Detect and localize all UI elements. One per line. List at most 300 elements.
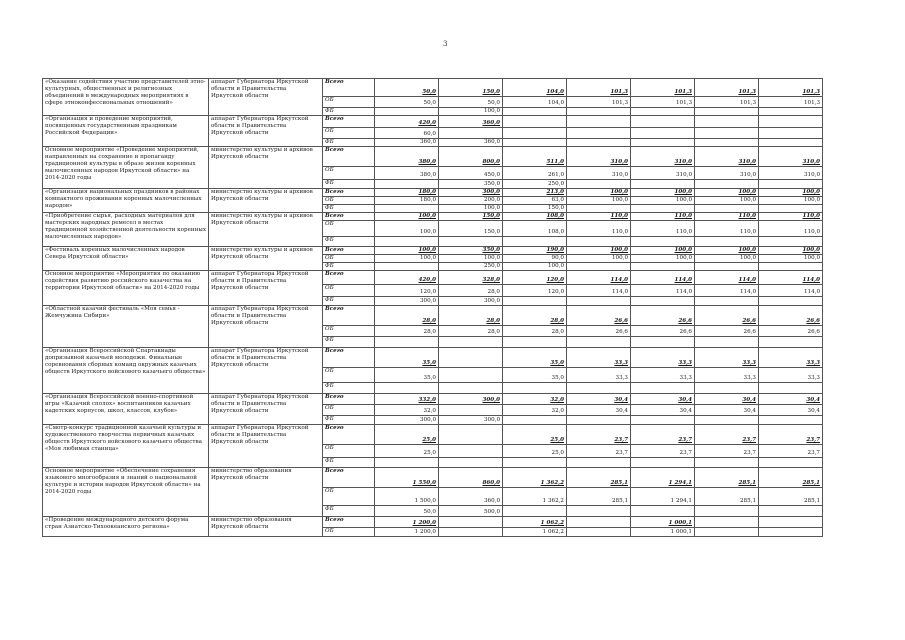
amount-cell — [567, 297, 631, 306]
amount-cell: 310,0 — [567, 147, 631, 167]
amount-cell: 100,0 — [567, 197, 631, 205]
amount-cell: 310,0 — [631, 167, 695, 180]
amount-cell: 26,6 — [695, 306, 759, 326]
table-row — [43, 116, 823, 128]
amount-cell — [695, 528, 759, 537]
amount-cell — [631, 237, 695, 247]
funding-source-cell: ФБ — [323, 108, 375, 116]
amount-cell: 450,0 — [439, 167, 503, 180]
amount-cell: 100,0 — [439, 205, 503, 213]
amount-cell: 28,0 — [503, 306, 567, 326]
amount-cell: 32,0 — [503, 394, 567, 405]
activity-name-cell: «Организация Всероссийской Спартакиады допризывной казачьей молодежи. Финальные соревнования сборных команд окружных казачьих обществ Иркутского войскового казачьего общества» — [43, 348, 209, 394]
amount-cell — [695, 458, 759, 468]
amount-cell — [759, 237, 823, 247]
funding-source-cell: ОБ — [323, 167, 375, 180]
amount-cell — [439, 528, 503, 537]
amount-cell — [567, 416, 631, 425]
amount-cell: 100,0 — [567, 255, 631, 263]
amount-cell: 310,0 — [631, 147, 695, 167]
amount-cell: 33,3 — [631, 348, 695, 368]
amount-cell — [375, 383, 439, 394]
amount-cell: 35,0 — [375, 368, 439, 383]
amount-cell: 23,7 — [631, 425, 695, 445]
amount-cell: 100,0 — [631, 247, 695, 255]
funding-source-cell: Всего — [323, 213, 375, 221]
amount-cell: 28,0 — [439, 326, 503, 337]
funding-source-cell: ОБ — [323, 285, 375, 297]
amount-cell: 101,3 — [631, 79, 695, 97]
amount-cell: 114,0 — [567, 271, 631, 285]
amount-cell: 30,4 — [631, 394, 695, 405]
activity-name-cell: «Смотр-конкурс традиционной казачьей культуры и художественного творчества первичных казачьих обществ Иркутского войскового казачьего общества «Моя любимая станица» — [43, 425, 209, 468]
amount-cell: 380,0 — [375, 167, 439, 180]
amount-cell: 150,0 — [439, 79, 503, 97]
amount-cell: 1 362,2 — [503, 488, 567, 506]
amount-cell — [759, 108, 823, 116]
amount-cell: 420,0 — [375, 116, 439, 128]
amount-cell: 33,3 — [759, 368, 823, 383]
amount-cell: 120,0 — [503, 285, 567, 297]
amount-cell — [631, 116, 695, 128]
amount-cell: 100,0 — [375, 213, 439, 221]
amount-cell: 511,0 — [503, 147, 567, 167]
amount-cell — [439, 337, 503, 348]
amount-cell: 328,0 — [439, 271, 503, 285]
amount-cell — [439, 383, 503, 394]
amount-cell: 300,0 — [375, 416, 439, 425]
amount-cell — [439, 237, 503, 247]
funding-source-cell: ОБ — [323, 368, 375, 383]
amount-cell: 35,0 — [503, 368, 567, 383]
amount-cell — [695, 506, 759, 517]
amount-cell — [695, 108, 759, 116]
amount-cell — [759, 205, 823, 213]
amount-cell: 300,0 — [439, 189, 503, 197]
executor-cell: министерство культуры и архивов Иркутской области — [209, 147, 323, 189]
table-row — [43, 189, 823, 197]
amount-cell: 1 294,1 — [631, 488, 695, 506]
executor-cell: аппарат Губернатора Иркутской области и Правительства Иркутской области — [209, 79, 323, 116]
funding-source-cell: Всего — [323, 468, 375, 488]
amount-cell — [567, 180, 631, 189]
amount-cell — [439, 425, 503, 445]
amount-cell — [503, 458, 567, 468]
budget-table — [42, 78, 823, 537]
amount-cell — [759, 128, 823, 139]
amount-cell: 110,0 — [695, 213, 759, 221]
amount-cell: 310,0 — [759, 167, 823, 180]
amount-cell: 30,4 — [759, 394, 823, 405]
executor-cell: министерство образования Иркутской области — [209, 468, 323, 517]
funding-source-cell: Всего — [323, 394, 375, 405]
funding-source-cell: ФБ — [323, 458, 375, 468]
amount-cell: 101,3 — [759, 97, 823, 108]
amount-cell — [695, 139, 759, 147]
amount-cell: 1 000,1 — [631, 528, 695, 537]
amount-cell: 261,0 — [503, 167, 567, 180]
amount-cell: 114,0 — [695, 285, 759, 297]
table-row — [43, 247, 823, 255]
amount-cell: 35,0 — [503, 348, 567, 368]
amount-cell: 180,0 — [375, 197, 439, 205]
amount-cell: 100,0 — [759, 247, 823, 255]
activity-name-cell: «Оказание содействия участию представителей этно-культурных, общественных и религиозных объединений в международных мероприятиях в сфере этноконфессиональных отношений» — [43, 79, 209, 116]
amount-cell — [695, 337, 759, 348]
amount-cell — [503, 116, 567, 128]
amount-cell: 104,0 — [503, 97, 567, 108]
funding-source-cell: ФБ — [323, 263, 375, 271]
amount-cell: 23,7 — [695, 425, 759, 445]
amount-cell: 50,0 — [375, 506, 439, 517]
amount-cell — [695, 263, 759, 271]
amount-cell: 114,0 — [759, 285, 823, 297]
funding-source-cell: Всего — [323, 517, 375, 528]
amount-cell: 150,0 — [503, 205, 567, 213]
amount-cell: 1 362,2 — [503, 468, 567, 488]
amount-cell: 35,0 — [375, 348, 439, 368]
amount-cell: 25,0 — [503, 445, 567, 458]
amount-cell — [759, 180, 823, 189]
amount-cell: 26,6 — [631, 326, 695, 337]
amount-cell: 1 062,2 — [503, 517, 567, 528]
amount-cell — [567, 263, 631, 271]
amount-cell — [375, 180, 439, 189]
amount-cell — [567, 237, 631, 247]
amount-cell: 110,0 — [695, 221, 759, 237]
amount-cell: 100,0 — [439, 108, 503, 116]
amount-cell — [503, 337, 567, 348]
amount-cell — [375, 237, 439, 247]
amount-cell: 25,0 — [375, 425, 439, 445]
amount-cell — [695, 128, 759, 139]
amount-cell: 300,0 — [439, 416, 503, 425]
amount-cell — [503, 506, 567, 517]
amount-cell: 1 200,0 — [375, 517, 439, 528]
amount-cell — [631, 297, 695, 306]
table-row — [43, 306, 823, 326]
amount-cell: 110,0 — [759, 221, 823, 237]
funding-source-cell: ФБ — [323, 383, 375, 394]
amount-cell: 30,4 — [567, 405, 631, 416]
amount-cell — [631, 128, 695, 139]
amount-cell: 23,7 — [631, 445, 695, 458]
executor-cell: аппарат Губернатора Иркутской области и Правительства Иркутской области — [209, 116, 323, 147]
amount-cell: 101,3 — [759, 79, 823, 97]
amount-cell: 1 500,0 — [375, 488, 439, 506]
funding-source-cell: ФБ — [323, 506, 375, 517]
amount-cell — [631, 416, 695, 425]
amount-cell: 33,3 — [695, 368, 759, 383]
amount-cell — [631, 383, 695, 394]
amount-cell: 100,0 — [375, 247, 439, 255]
amount-cell: 350,0 — [439, 180, 503, 189]
amount-cell: 25,0 — [503, 425, 567, 445]
amount-cell: 120,0 — [375, 285, 439, 297]
amount-cell: 1 550,0 — [375, 468, 439, 488]
amount-cell — [759, 383, 823, 394]
amount-cell — [695, 180, 759, 189]
amount-cell: 23,7 — [695, 445, 759, 458]
amount-cell: 114,0 — [631, 285, 695, 297]
amount-cell — [759, 297, 823, 306]
amount-cell — [567, 458, 631, 468]
amount-cell: 50,0 — [375, 97, 439, 108]
amount-cell: 32,0 — [375, 405, 439, 416]
funding-source-cell: Всего — [323, 79, 375, 97]
amount-cell — [759, 458, 823, 468]
amount-cell — [759, 263, 823, 271]
amount-cell: 350,0 — [439, 247, 503, 255]
amount-cell: 108,0 — [503, 213, 567, 221]
amount-cell — [631, 108, 695, 116]
amount-cell — [503, 139, 567, 147]
funding-source-cell: Всего — [323, 189, 375, 197]
amount-cell: 420,0 — [375, 271, 439, 285]
amount-cell: 190,0 — [503, 247, 567, 255]
amount-cell: 310,0 — [695, 167, 759, 180]
table-row — [43, 79, 823, 97]
amount-cell — [439, 458, 503, 468]
funding-source-cell: ФБ — [323, 180, 375, 189]
amount-cell — [439, 517, 503, 528]
amount-cell: 114,0 — [631, 271, 695, 285]
amount-cell: 360,0 — [439, 488, 503, 506]
funding-source-cell: Всего — [323, 348, 375, 368]
amount-cell — [439, 348, 503, 368]
amount-cell — [503, 128, 567, 139]
amount-cell — [567, 383, 631, 394]
amount-cell — [759, 416, 823, 425]
activity-name-cell: «Фестиваль коренных малочисленных народов Севера Иркутской области» — [43, 247, 209, 271]
amount-cell: 285,1 — [567, 468, 631, 488]
amount-cell: 150,0 — [439, 213, 503, 221]
table-row — [43, 213, 823, 221]
amount-cell: 100,0 — [567, 189, 631, 197]
amount-cell — [759, 506, 823, 517]
amount-cell — [567, 506, 631, 517]
funding-source-cell: ФБ — [323, 237, 375, 247]
amount-cell — [567, 528, 631, 537]
funding-source-cell: Всего — [323, 247, 375, 255]
amount-cell — [631, 337, 695, 348]
amount-cell: 33,3 — [567, 348, 631, 368]
amount-cell: 250,0 — [503, 180, 567, 189]
amount-cell — [375, 108, 439, 116]
amount-cell: 310,0 — [759, 147, 823, 167]
amount-cell: 285,1 — [759, 488, 823, 506]
funding-source-cell: ОБ — [323, 528, 375, 537]
amount-cell: 101,3 — [695, 97, 759, 108]
amount-cell: 100,0 — [631, 197, 695, 205]
amount-cell — [631, 139, 695, 147]
amount-cell — [631, 263, 695, 271]
amount-cell: 800,0 — [439, 147, 503, 167]
amount-cell — [567, 337, 631, 348]
amount-cell: 110,0 — [567, 213, 631, 221]
table-row — [43, 394, 823, 405]
amount-cell: 26,6 — [631, 306, 695, 326]
amount-cell: 30,4 — [567, 394, 631, 405]
funding-source-cell: ФБ — [323, 297, 375, 306]
amount-cell — [375, 337, 439, 348]
amount-cell — [567, 116, 631, 128]
funding-source-cell: ОБ — [323, 97, 375, 108]
funding-source-cell: ОБ — [323, 255, 375, 263]
executor-cell: аппарат Губернатора Иркутской области и Правительства Иркутской области — [209, 348, 323, 394]
amount-cell — [695, 237, 759, 247]
amount-cell: 114,0 — [695, 271, 759, 285]
activity-name-cell: Основное мероприятие «Проведение мероприятий, направленных на сохранение и пропаганду традиционной культуры в образе жизни коренных малочисленных народов Иркутской области» на 2014-2020 годы — [43, 147, 209, 189]
amount-cell: 50,0 — [375, 79, 439, 97]
amount-cell: 104,0 — [503, 79, 567, 97]
amount-cell: 150,0 — [439, 221, 503, 237]
amount-cell: 100,0 — [695, 189, 759, 197]
amount-cell: 90,0 — [503, 255, 567, 263]
activity-name-cell: «Областной казачий фестиваль «Моя семья - Жемчужина Сибири» — [43, 306, 209, 348]
amount-cell: 310,0 — [567, 167, 631, 180]
amount-cell: 26,6 — [695, 326, 759, 337]
amount-cell: 26,6 — [759, 326, 823, 337]
amount-cell: 120,0 — [503, 271, 567, 285]
amount-cell — [695, 517, 759, 528]
amount-cell: 50,0 — [439, 97, 503, 108]
amount-cell: 100,0 — [695, 247, 759, 255]
amount-cell — [759, 528, 823, 537]
amount-cell: 101,3 — [695, 79, 759, 97]
amount-cell: 30,4 — [695, 405, 759, 416]
amount-cell — [439, 405, 503, 416]
amount-cell: 30,4 — [631, 405, 695, 416]
activity-name-cell: Основное мероприятие «Обеспечение сохранения языкового многообразия и знаний о национальной культуре и истории народов Иркутской области» на 2014-2020 годы — [43, 468, 209, 517]
amount-cell: 110,0 — [631, 213, 695, 221]
amount-cell: 380,0 — [375, 147, 439, 167]
funding-source-cell: ФБ — [323, 205, 375, 213]
amount-cell: 100,0 — [631, 255, 695, 263]
amount-cell — [695, 416, 759, 425]
amount-cell: 101,3 — [567, 97, 631, 108]
amount-cell: 500,0 — [439, 506, 503, 517]
amount-cell: 28,0 — [439, 306, 503, 326]
amount-cell: 101,3 — [631, 97, 695, 108]
amount-cell: 1 200,0 — [375, 528, 439, 537]
amount-cell — [695, 116, 759, 128]
executor-cell: аппарат Губернатора Иркутской области и Правительства Иркутской области — [209, 271, 323, 306]
amount-cell: 860,0 — [439, 468, 503, 488]
amount-cell: 110,0 — [631, 221, 695, 237]
amount-cell: 33,3 — [695, 348, 759, 368]
amount-cell — [567, 128, 631, 139]
amount-cell — [439, 368, 503, 383]
activity-name-cell: Основное мероприятие «Мероприятия по оказанию содействия развитию российского казачества на территории Иркутской области» на 2014-2020 годы — [43, 271, 209, 306]
amount-cell — [695, 297, 759, 306]
amount-cell: 28,0 — [375, 326, 439, 337]
amount-cell: 100,0 — [439, 255, 503, 263]
amount-cell: 110,0 — [567, 221, 631, 237]
amount-cell — [759, 116, 823, 128]
amount-cell: 300,0 — [439, 297, 503, 306]
funding-source-cell: ОБ — [323, 326, 375, 337]
activity-name-cell: «Организация Всероссийской военно-спортивной игры «Казачий сполох» воспитанников казачьих кадетских корпусов, школ, классов, клубов» — [43, 394, 209, 425]
amount-cell — [695, 383, 759, 394]
amount-cell: 100,0 — [375, 255, 439, 263]
amount-cell: 23,7 — [759, 425, 823, 445]
amount-cell: 33,3 — [631, 368, 695, 383]
table-row — [43, 425, 823, 445]
amount-cell: 114,0 — [567, 285, 631, 297]
amount-cell: 300,0 — [375, 297, 439, 306]
table-row — [43, 147, 823, 167]
amount-cell: 285,1 — [759, 468, 823, 488]
amount-cell — [503, 237, 567, 247]
funding-source-cell: ОБ — [323, 488, 375, 506]
funding-source-cell: Всего — [323, 306, 375, 326]
amount-cell — [503, 383, 567, 394]
amount-cell: 110,0 — [759, 213, 823, 221]
amount-cell: 101,3 — [567, 79, 631, 97]
funding-source-cell: ФБ — [323, 139, 375, 147]
amount-cell: 60,0 — [375, 128, 439, 139]
executor-cell: министерство культуры и архивов Иркутской области — [209, 189, 323, 213]
amount-cell: 100,0 — [695, 197, 759, 205]
activity-name-cell: «Проведение международного детского форума стран Азиатско-Тихоокеанского региона» — [43, 517, 209, 537]
executor-cell: аппарат Губернатора Иркутской области и Правительства Иркутской области — [209, 306, 323, 348]
amount-cell: 180,0 — [375, 189, 439, 197]
table-row — [43, 517, 823, 528]
amount-cell: 23,7 — [759, 445, 823, 458]
amount-cell — [375, 458, 439, 468]
executor-cell: министерство культуры и архивов Иркутской области — [209, 247, 323, 271]
amount-cell: 100,0 — [375, 221, 439, 237]
amount-cell — [375, 263, 439, 271]
amount-cell: 285,1 — [567, 488, 631, 506]
amount-cell: 30,4 — [759, 405, 823, 416]
amount-cell: 26,6 — [759, 306, 823, 326]
activity-name-cell: «Организация и проведение мероприятий, посвященных государственным праздникам Российской Федерации» — [43, 116, 209, 147]
amount-cell — [567, 517, 631, 528]
amount-cell: 1 062,2 — [503, 528, 567, 537]
amount-cell: 213,0 — [503, 189, 567, 197]
amount-cell: 28,0 — [375, 306, 439, 326]
amount-cell: 100,0 — [759, 189, 823, 197]
amount-cell: 28,0 — [439, 285, 503, 297]
amount-cell — [631, 506, 695, 517]
amount-cell — [503, 297, 567, 306]
amount-cell: 26,6 — [567, 306, 631, 326]
amount-cell: 360,0 — [439, 116, 503, 128]
amount-cell — [631, 180, 695, 189]
amount-cell: 26,6 — [567, 326, 631, 337]
amount-cell — [631, 205, 695, 213]
amount-cell — [567, 205, 631, 213]
funding-source-cell: ФБ — [323, 416, 375, 425]
table-row — [43, 348, 823, 368]
funding-source-cell: Всего — [323, 271, 375, 285]
amount-cell: 100,0 — [695, 255, 759, 263]
amount-cell: 33,3 — [759, 348, 823, 368]
amount-cell: 63,0 — [503, 197, 567, 205]
amount-cell: 285,1 — [695, 488, 759, 506]
funding-source-cell: ОБ — [323, 445, 375, 458]
amount-cell: 285,1 — [695, 468, 759, 488]
table-row — [43, 468, 823, 488]
amount-cell — [759, 139, 823, 147]
amount-cell: 32,0 — [503, 405, 567, 416]
funding-source-cell: ОБ — [323, 221, 375, 237]
amount-cell: 100,0 — [567, 247, 631, 255]
activity-name-cell: «Приобретение сырья, расходных материалов для мастерских народных ремесел в местах традиционной хозяйственной деятельности коренных малочисленных народов» — [43, 213, 209, 247]
amount-cell — [567, 139, 631, 147]
